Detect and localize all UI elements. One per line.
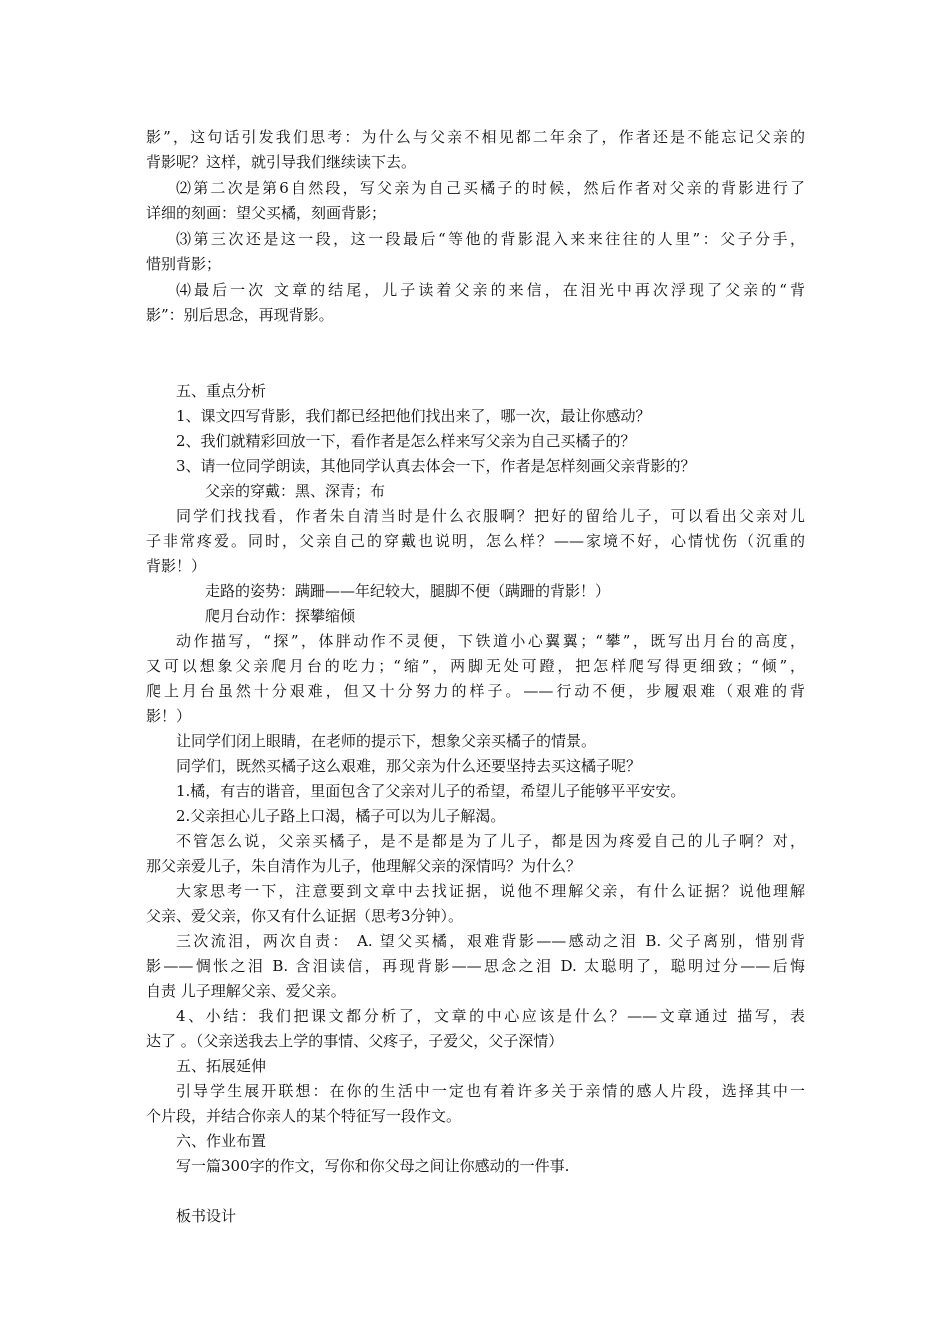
text-line: 背影呢？这样，就引导我们继续读下去。 — [146, 153, 417, 171]
text-line: 1、课文四写背影，我们都已经把他们找出来了，哪一次，最让你感动？ — [176, 407, 651, 425]
text-line: 那父亲爱儿子，朱自清作为儿子，他理解父亲的深情吗？为什么？ — [146, 857, 582, 875]
text-line: 走路的姿势：蹒跚——年纪较大，腿脚不便（蹒跚的背影！） — [205, 582, 611, 600]
text-line: 同学们找找看，作者朱自清当时是什么衣服啊？把好的留给儿子，可以看出父亲对儿 — [176, 507, 805, 525]
text-line: ⑷最后一次 文章的结尾，儿子读着父亲的来信，在泪光中再次浮现了父亲的“背 — [176, 281, 805, 299]
text-line: 让同学们闭上眼睛，在老师的提示下，想象父亲买橘子的情景。 — [176, 732, 597, 750]
text-line: 又可以想象父亲爬月台的吃力；“缩”，两脚无处可蹬，把怎样爬写得更细致；“倾”， — [146, 657, 805, 675]
section-heading: 五、拓展延伸 — [176, 1057, 267, 1075]
text-line: 子非常疼爱。同时，父亲自己的穿戴也说明，怎么样？——家境不好，心情忧伤（沉重的 — [146, 532, 805, 550]
text-line: 同学们，既然买橘子这么艰难，那父亲为什么还要坚持去买这橘子呢？ — [176, 757, 642, 775]
section-heading: 五、重点分析 — [176, 382, 267, 400]
text-line: 背影！） — [146, 557, 207, 575]
text-line: ⑶第三次还是这一段，这一段最后“等他的背影混入来来往往的人里”：父子分手， — [176, 230, 805, 248]
text-line: 引导学生展开联想：在你的生活中一定也有着许多关于亲情的感人片段，选择其中一 — [176, 1082, 805, 1100]
text-line: 3、请一位同学朗读，其他同学认真去体会一下，作者是怎样刻画父亲背影的？ — [176, 457, 696, 475]
text-line: 爬上月台虽然十分艰难，但又十分努力的样子。——行动不便，步履艰难（艰难的背 — [146, 682, 805, 700]
section-heading: 板书设计 — [176, 1207, 237, 1225]
text-line: 大家思考一下，注意要到文章中去找证据，说他不理解父亲，有什么证据？说他理解 — [176, 882, 805, 900]
section-heading: 六、作业布置 — [176, 1132, 267, 1150]
text-line: 爬月台动作：探攀缩倾 — [205, 607, 356, 625]
text-line: 父亲的穿戴：黑、深青；布 — [205, 482, 386, 500]
text-line: 惜别背影； — [146, 255, 222, 273]
text-line: ⑵第二次是第6自然段，写父亲为自己买橘子的时候，然后作者对父亲的背影进行了 — [176, 179, 805, 197]
text-line: 4、小结：我们把课文都分析了，文章的中心应该是什么？——文章通过 描写，表 — [176, 1007, 805, 1025]
text-line: 1.橘，有吉的谐音，里面包含了父亲对儿子的希望，希望儿子能够平平安安。 — [176, 782, 686, 800]
text-line: 详细的刻画：望父买橘，刻画背影； — [146, 204, 387, 222]
text-line: 2.父亲担心儿子路上口渴，橘子可以为儿子解渴。 — [176, 807, 506, 825]
text-line: 影”：别后思念，再现背影。 — [146, 306, 334, 324]
text-line: 动作描写，“探”，体胖动作不灵便，下铁道小心翼翼；“攀”，既写出月台的高度， — [176, 632, 805, 650]
text-line: 父亲、爱父亲，你又有什么证据（思考3分钟）。 — [146, 907, 464, 925]
text-line: 影”，这句话引发我们思考：为什么与父亲不相见都二年余了，作者还是不能忘记父亲的 — [146, 128, 805, 146]
text-line: 达了 。（父亲送我去上学的事情、父疼子，子爱父，父子深情） — [146, 1032, 564, 1050]
text-line: 影——惆怅之泪 B. 含泪读信，再现背影——思念之泪 D. 太聪明了，聪明过分——后悔 — [146, 957, 805, 975]
text-line: 写一篇300字的作文，写你和你父母之间让你感动的一件事. — [176, 1157, 570, 1175]
text-line: 2、我们就精彩回放一下，看作者是怎么样来写父亲为自己买橘子的？ — [176, 432, 636, 450]
text-line: 不管怎么说，父亲买橘子，是不是都是为了儿子，都是因为疼爱自己的儿子啊？对， — [176, 832, 805, 850]
text-line: 三次流泪，两次自责： A. 望父买橘，艰难背影——感动之泪 B. 父子离别，惜别背 — [176, 932, 805, 950]
text-line: 影！） — [146, 707, 192, 725]
text-line: 自责 儿子理解父亲、爱父亲。 — [146, 982, 346, 1000]
text-line: 个片段，并结合你亲人的某个特征写一段作文。 — [146, 1107, 462, 1125]
